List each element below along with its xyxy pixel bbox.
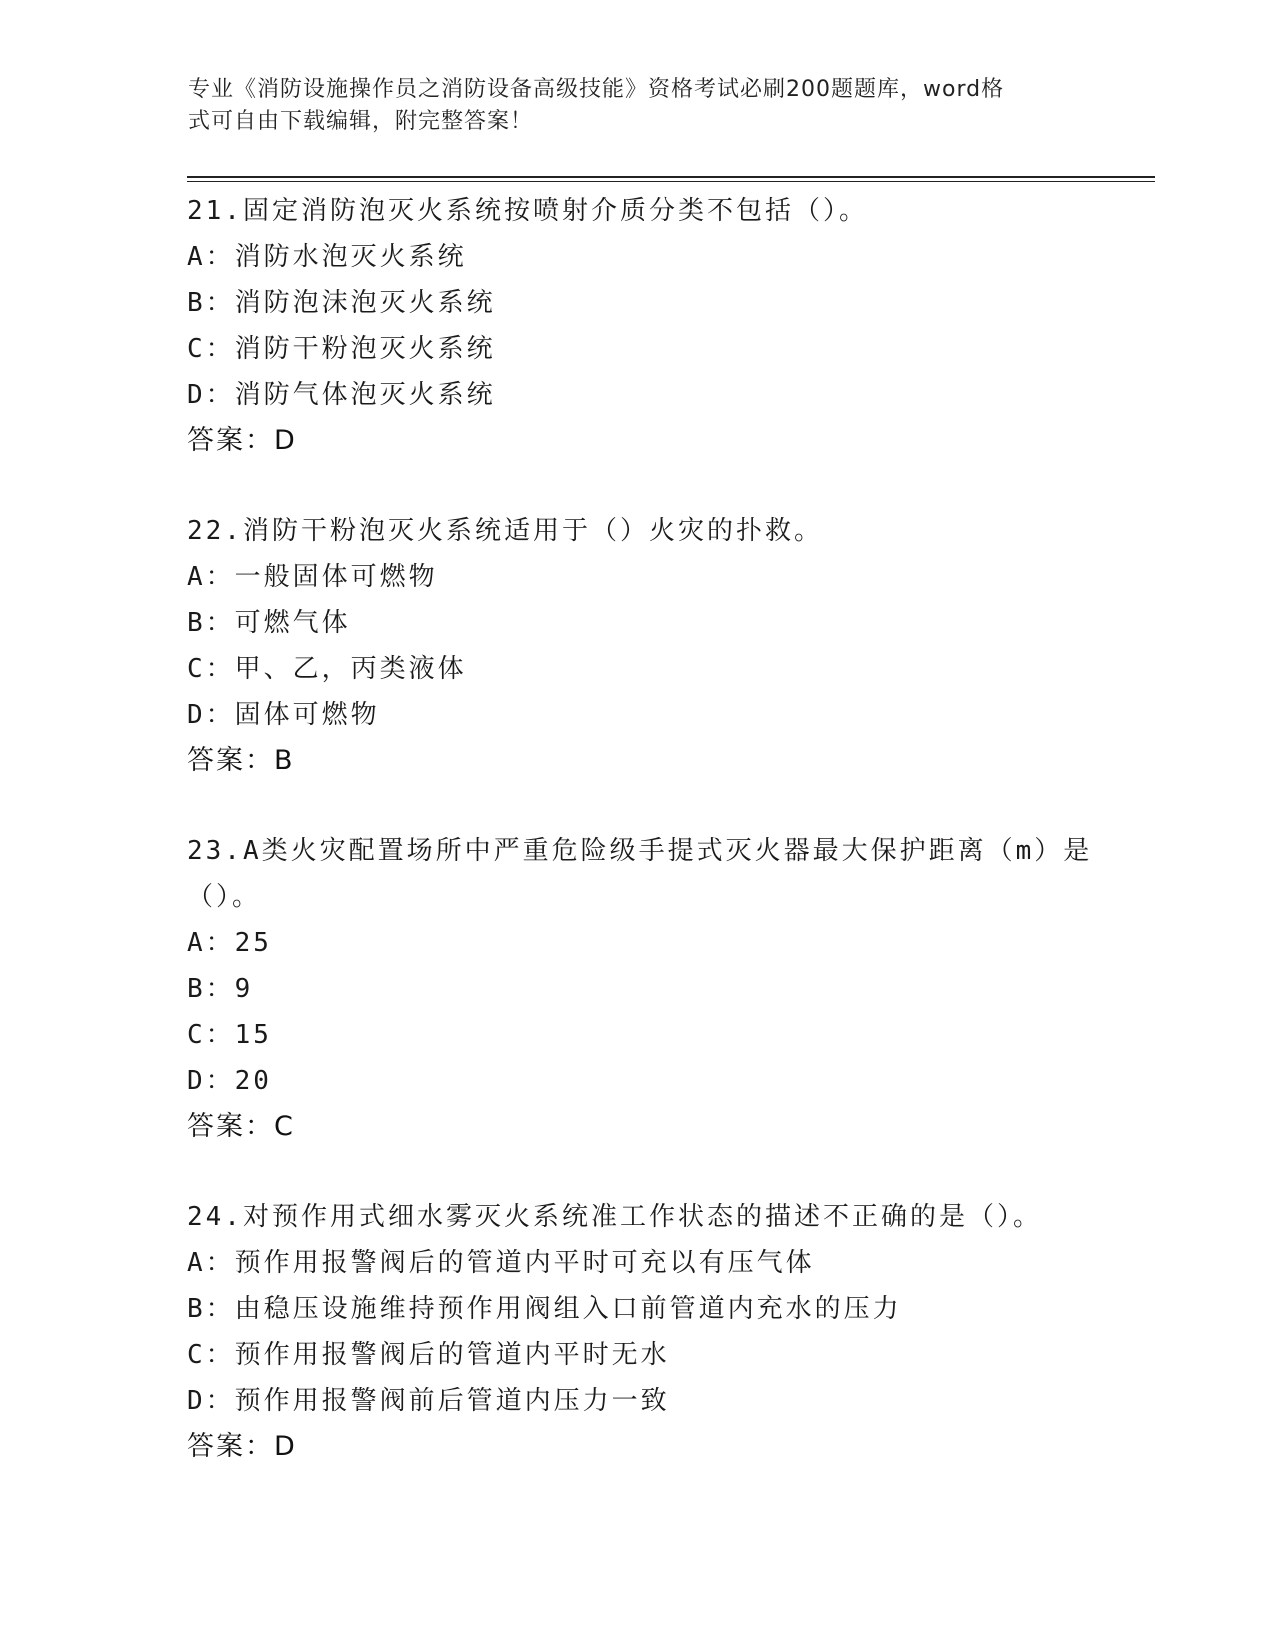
option-a: A：预作用报警阀后的管道内平时可充以有压气体 (187, 1248, 815, 1278)
option-c: C：预作用报警阀后的管道内平时无水 (187, 1340, 670, 1370)
question-stem: 22.消防干粉泡灭火系统适用于（）火灾的扑救。 (187, 516, 823, 546)
document-header (188, 74, 1068, 138)
option-d: D：20 (187, 1066, 272, 1096)
option-b: B：可燃气体 (187, 608, 351, 638)
option-d: D：固体可燃物 (187, 700, 380, 730)
question-stem-line-2: （）。 (187, 882, 262, 912)
option-c: C：甲、乙，丙类液体 (187, 654, 467, 684)
header-line-2: 式可自由下载编辑，附完整答案！ (188, 109, 534, 134)
option-a: A：25 (187, 928, 272, 958)
answer-label: 答案：D (187, 425, 297, 456)
answer-label: 答案：D (187, 1431, 297, 1462)
question-stem: 24.对预作用式细水雾灭火系统准工作状态的描述不正确的是（）。 (187, 1202, 1042, 1232)
header-divider-thin (187, 181, 1155, 182)
option-b: B：消防泡沫泡灭火系统 (187, 288, 496, 318)
question-22 (187, 508, 1087, 784)
option-d: D：消防气体泡灭火系统 (187, 380, 496, 410)
question-stem: 21.固定消防泡灭火系统按喷射介质分类不包括（）。 (187, 196, 868, 226)
option-c: C：15 (187, 1020, 272, 1050)
option-b: B：由稳压设施维持预作用阀组入口前管道内充水的压力 (187, 1294, 902, 1324)
option-a: A：一般固体可燃物 (187, 562, 438, 592)
header-line-1: 专业《消防设施操作员之消防设备高级技能》资格考试必刷200题题库，word格 (188, 77, 1005, 102)
header-divider-thick (187, 176, 1155, 178)
option-c: C：消防干粉泡灭火系统 (187, 334, 496, 364)
question-stem-line-1: 23.A类火灾配置场所中严重危险级手提式灭火器最大保护距离（m）是 (187, 836, 1093, 866)
question-23 (187, 828, 1093, 1150)
answer-label: 答案：B (187, 745, 295, 776)
answer-label: 答案：C (187, 1111, 295, 1142)
option-a: A：消防水泡灭火系统 (187, 242, 467, 272)
question-24 (187, 1194, 1087, 1470)
question-21 (187, 188, 1087, 464)
option-d: D：预作用报警阀前后管道内压力一致 (187, 1386, 670, 1416)
option-b: B：9 (187, 974, 254, 1004)
